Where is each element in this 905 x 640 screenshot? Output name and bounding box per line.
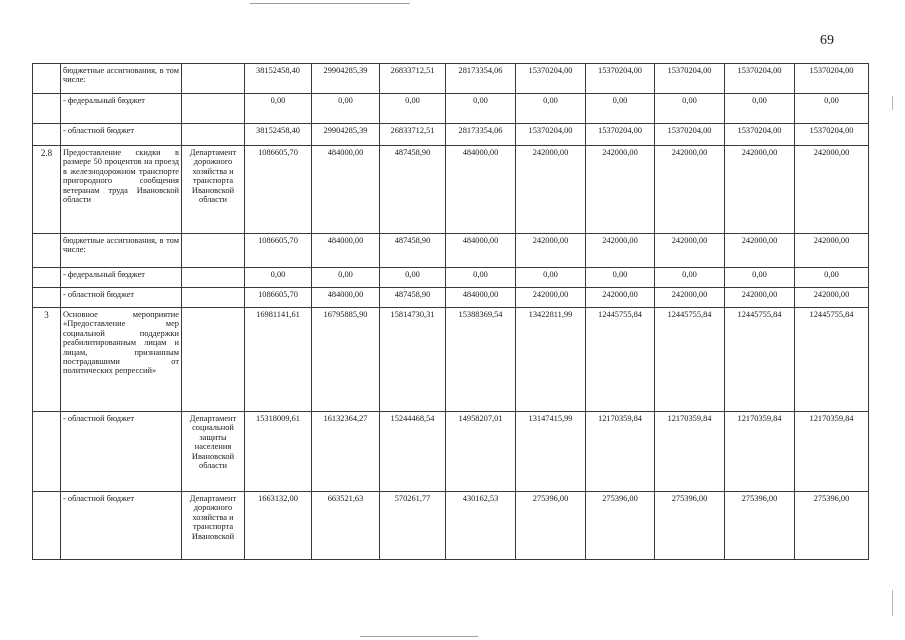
amount-cell: 242000,00	[655, 146, 725, 234]
amount-cell: 15370204,00	[516, 124, 586, 146]
row-description: - федеральный бюджет	[61, 268, 182, 288]
row-index: 3	[33, 308, 61, 412]
table-row	[33, 94, 869, 124]
table-row	[33, 64, 869, 94]
amount-cell: 430162,53	[446, 492, 516, 560]
row-executor	[182, 268, 245, 288]
amount-cell: 12445755,84	[725, 308, 795, 412]
amount-cell: 28173354,06	[446, 64, 516, 94]
amount-cell: 15370204,00	[586, 64, 655, 94]
amount-cell: 13422811,99	[516, 308, 586, 412]
amount-cell: 0,00	[446, 94, 516, 124]
scan-edge-line	[250, 3, 410, 4]
amount-cell: 12445755,84	[795, 308, 869, 412]
amount-cell: 484000,00	[446, 146, 516, 234]
amount-cell: 242000,00	[586, 146, 655, 234]
amount-cell: 29904285,39	[312, 124, 380, 146]
margin-mark	[892, 590, 893, 616]
amount-cell: 484000,00	[312, 146, 380, 234]
amount-cell: 15388369,54	[446, 308, 516, 412]
row-description: - областной бюджет	[61, 412, 182, 492]
amount-cell: 12170359,84	[655, 412, 725, 492]
amount-cell: 484000,00	[446, 288, 516, 308]
amount-cell: 0,00	[655, 268, 725, 288]
amount-cell: 15370204,00	[725, 64, 795, 94]
amount-cell: 15370204,00	[586, 124, 655, 146]
amount-cell: 15370204,00	[655, 64, 725, 94]
amount-cell: 12445755,84	[586, 308, 655, 412]
amount-cell: 242000,00	[725, 146, 795, 234]
row-description: бюджетные ассигнования, в том числе:	[61, 64, 182, 94]
amount-cell: 242000,00	[795, 146, 869, 234]
amount-cell: 0,00	[725, 94, 795, 124]
amount-cell: 38152458,40	[245, 124, 312, 146]
amount-cell: 242000,00	[516, 288, 586, 308]
table-row	[33, 268, 869, 288]
amount-cell: 15370204,00	[795, 64, 869, 94]
amount-cell: 15370204,00	[795, 124, 869, 146]
amount-cell: 0,00	[586, 94, 655, 124]
page-number: 69	[820, 33, 834, 48]
row-description: Предоставление скидки в размере 50 процентов на проезд в железнодорожном транспорте пригородного сообщения ветеранам труда Ивановской области	[61, 146, 182, 234]
amount-cell: 12170359,84	[725, 412, 795, 492]
budget-table	[32, 63, 869, 560]
amount-cell: 26833712,51	[380, 124, 446, 146]
amount-cell: 1086605,70	[245, 288, 312, 308]
amount-cell: 0,00	[312, 94, 380, 124]
amount-cell: 242000,00	[795, 234, 869, 268]
margin-mark	[892, 96, 893, 110]
row-description: - федеральный бюджет	[61, 94, 182, 124]
amount-cell: 0,00	[380, 268, 446, 288]
amount-cell: 275396,00	[586, 492, 655, 560]
amount-cell: 275396,00	[516, 492, 586, 560]
budget-table-body	[33, 64, 869, 560]
amount-cell: 570261,77	[380, 492, 446, 560]
amount-cell: 12445755,84	[655, 308, 725, 412]
row-executor: Департамент дорожного хозяйства и транспорта Ивановской	[182, 492, 245, 560]
row-description: - областной бюджет	[61, 288, 182, 308]
row-description: - областной бюджет	[61, 492, 182, 560]
amount-cell: 242000,00	[655, 288, 725, 308]
row-index	[33, 234, 61, 268]
amount-cell: 26833712,51	[380, 64, 446, 94]
amount-cell: 242000,00	[516, 234, 586, 268]
amount-cell: 487458,90	[380, 288, 446, 308]
amount-cell: 0,00	[725, 268, 795, 288]
amount-cell: 242000,00	[586, 234, 655, 268]
amount-cell: 242000,00	[725, 234, 795, 268]
row-executor	[182, 94, 245, 124]
amount-cell: 12170359,84	[586, 412, 655, 492]
amount-cell: 15370204,00	[725, 124, 795, 146]
amount-cell: 0,00	[245, 94, 312, 124]
amount-cell: 0,00	[795, 268, 869, 288]
row-executor	[182, 288, 245, 308]
row-executor	[182, 308, 245, 412]
amount-cell: 1663132,00	[245, 492, 312, 560]
table-row	[33, 492, 869, 560]
amount-cell: 275396,00	[725, 492, 795, 560]
amount-cell: 1086605,70	[245, 146, 312, 234]
amount-cell: 0,00	[795, 94, 869, 124]
amount-cell: 0,00	[312, 268, 380, 288]
amount-cell: 13147415,99	[516, 412, 586, 492]
row-executor: Департамент социальной защиты населения Ивановской области	[182, 412, 245, 492]
amount-cell: 484000,00	[312, 288, 380, 308]
amount-cell: 0,00	[380, 94, 446, 124]
amount-cell: 15370204,00	[516, 64, 586, 94]
amount-cell: 484000,00	[446, 234, 516, 268]
amount-cell: 242000,00	[725, 288, 795, 308]
row-index	[33, 94, 61, 124]
row-description: Основное мероприятие «Предоставление мер социальной поддержки реабилитированным лицам и лицам, признанным пострадавшими от политических репрессий»	[61, 308, 182, 412]
row-index	[33, 412, 61, 492]
row-executor: Департамент дорожного хозяйства и транспорта Ивановской области	[182, 146, 245, 234]
amount-cell: 0,00	[586, 268, 655, 288]
row-index	[33, 64, 61, 94]
table-row	[33, 288, 869, 308]
amount-cell: 487458,90	[380, 234, 446, 268]
row-executor	[182, 64, 245, 94]
table-row	[33, 146, 869, 234]
amount-cell: 16132364,27	[312, 412, 380, 492]
amount-cell: 15370204,00	[655, 124, 725, 146]
amount-cell: 16795885,90	[312, 308, 380, 412]
row-description: - областной бюджет	[61, 124, 182, 146]
amount-cell: 0,00	[516, 268, 586, 288]
amount-cell: 15814730,31	[380, 308, 446, 412]
amount-cell: 0,00	[516, 94, 586, 124]
row-index	[33, 492, 61, 560]
scan-edge-line	[360, 636, 478, 637]
amount-cell: 29904285,39	[312, 64, 380, 94]
amount-cell: 242000,00	[586, 288, 655, 308]
row-executor	[182, 234, 245, 268]
row-index	[33, 124, 61, 146]
row-index: 2.8	[33, 146, 61, 234]
amount-cell: 484000,00	[312, 234, 380, 268]
amount-cell: 1086605,70	[245, 234, 312, 268]
amount-cell: 275396,00	[795, 492, 869, 560]
amount-cell: 12170359,84	[795, 412, 869, 492]
row-executor	[182, 124, 245, 146]
amount-cell: 0,00	[245, 268, 312, 288]
amount-cell: 0,00	[655, 94, 725, 124]
amount-cell: 38152458,40	[245, 64, 312, 94]
amount-cell: 28173354,06	[446, 124, 516, 146]
amount-cell: 15244468,54	[380, 412, 446, 492]
amount-cell: 14958207,01	[446, 412, 516, 492]
amount-cell: 15318009,61	[245, 412, 312, 492]
table-row	[33, 412, 869, 492]
amount-cell: 242000,00	[655, 234, 725, 268]
amount-cell: 663521,63	[312, 492, 380, 560]
amount-cell: 487458,90	[380, 146, 446, 234]
row-index	[33, 268, 61, 288]
row-description: бюджетные ассигнования, в том числе:	[61, 234, 182, 268]
amount-cell: 16981141,61	[245, 308, 312, 412]
amount-cell: 242000,00	[795, 288, 869, 308]
amount-cell: 0,00	[446, 268, 516, 288]
table-row	[33, 124, 869, 146]
amount-cell: 275396,00	[655, 492, 725, 560]
row-index	[33, 288, 61, 308]
table-row	[33, 308, 869, 412]
amount-cell: 242000,00	[516, 146, 586, 234]
table-row	[33, 234, 869, 268]
